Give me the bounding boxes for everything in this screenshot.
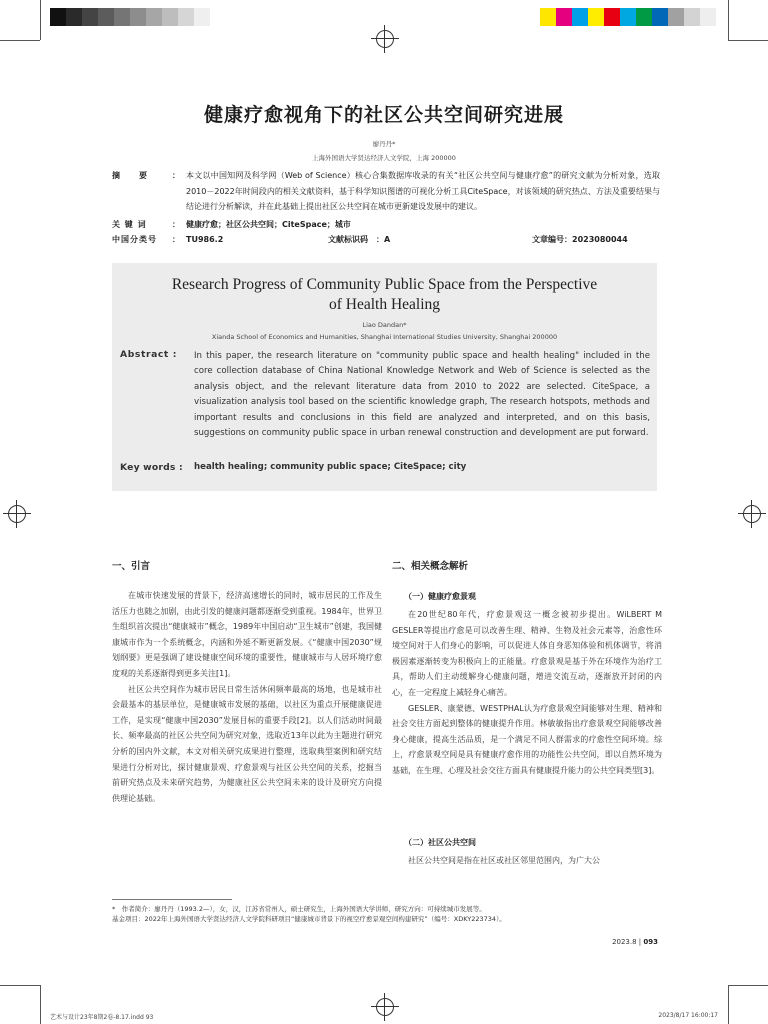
section-2-heading: 二、相关概念解析 [392,561,469,572]
abstract-zh: 摘 要 ： 本文以中国知网及科学网（Web of Science）核心合集数据库收录的有关“社区公共空间与健康疗愈”的研究文献为分析对象，选取2010－2022年时间段内的相关文献资料，基于科学知识图谱的可视化分析工具CiteSpace，对该领域的研究热点、方法及重要结果与结论进行分析解读，并在此基础上提出社区公共空间在城市更新建设发展中的建议。 [112,168,660,216]
page-number: 093 [643,938,658,946]
issue-number: 2023.8 [612,938,637,946]
gray-swatch [194,8,210,26]
article-title-en-line1: Research Progress of Community Public Space from the Perspective [171,276,598,293]
section-2-paragraph: 在20世纪80年代，疗愈景观这一概念被初步提出。WiLBERT M GESLER等提出疗愈是可以改善生理、精神、生物及社会元素等，治愈性环境空间对于人们身心的影响，可以促进人体自身恶知体验和机体调节，将消极因素逐渐转变为积极向上的正能量。疗愈景观是基于外在环境作为治疗工具，帮助人们主动缓解身心健康问题，增进交流互动，逐渐放开封闭的内心，在一定程度上减轻身心痛苦。 [392,610,662,697]
doc-code-value: A [384,235,391,244]
gray-swatch [162,8,178,26]
color-swatch [700,8,716,26]
section-2-1-body [392,607,662,779]
color-swatch [572,8,588,26]
color-swatch [684,8,700,26]
keywords-zh-text: 健康疗愈；社区公共空间；CiteSpace；城市 [186,220,351,229]
footnote-rule [112,899,232,900]
article-title-en [112,275,657,315]
subsection-2-2-heading: （二）社区公共空间 [404,838,476,847]
author-en: Liao Dandan* [362,321,407,329]
color-swatch [636,8,652,26]
gray-swatch [50,8,66,26]
slug-timestamp: 2023/8/17 16:00:17 [658,1012,718,1019]
gray-swatch [130,8,146,26]
slug-file-name: 艺术与设计23年8期2卷-8.17.indd 93 [50,1014,154,1021]
color-swatch [668,8,684,26]
gray-swatch [66,8,82,26]
color-swatch [620,8,636,26]
color-swatch [556,8,572,26]
page-folio: 2023.8 | 093 [612,938,658,946]
section-1-paragraph: 在城市快速发展的背景下，经济高速增长的同时，城市居民的工作及生活压力也随之加剧，由此引发的健康问题都逐渐受到重视。1984年，世界卫生组织首次提出“健康城市”概念，1989年中国启动“卫生城市”创建，我国健康城市作为一个系统概念，内涵和外延不断更新发展。《“健康中国2030”规划纲要》更是强调了建设健康空间环境的重要性，健康城市与人居环境疗愈度观的关系逐渐得到更多关注[1]。 [112,591,382,678]
section-1-heading: 一、引言 [112,561,151,572]
registration-mark-bottom [376,998,394,1016]
registration-mark-left [8,505,26,523]
color-swatch [588,8,604,26]
gray-swatch [82,8,98,26]
keywords-zh: 关 键 词 ： 健康疗愈；社区公共空间；CiteSpace；城市 [112,217,660,232]
gray-swatch [114,8,130,26]
author-zh: 廖丹丹* [372,140,396,148]
classification-label: 中国分类号 [112,235,157,244]
section-1-paragraph: 社区公共空间作为城市居民日常生活休闲频率最高的场地，也是城市社会最基本的基层单位，是健康城市发展的基础，以社区为重点开展健康促进工作，是实现“健康中国2030”发展目标的重要手段[2]。以人们活动时间最长、频率最高的社区公共空间为研究对象，选取近13年以此为主题进行研究分析的国内外文献，本文对相关研究成果进行整理，选取典型案例和研究结果进行分析对比，探讨健康景观、疗愈景观与社区公共空间的关系，挖掘当前研究热点及未来研究趋势，为健康社区公共空间未来的设计及研究方向提供理论基础。 [112,684,382,803]
section-2-2-body [392,853,662,869]
funding-footnote: 基金项目：2022年上海外国语大学贤达经济人文学院科研项目“健康城市背景下的视空疗愈景观空间构建研究”（编号：XDKY223734）。 [112,915,506,923]
section-2-paragraph: 社区公共空间是指在社区或社区邻里范围内，为广大公 [408,856,600,865]
english-abstract-box [112,263,657,491]
article-no-value: 2023080044 [572,235,628,244]
abstract-zh-label: 摘 要 [112,171,148,180]
registration-mark-right [743,505,761,523]
gray-swatch [146,8,162,26]
color-swatch [604,8,620,26]
doc-code-label: 文献标识码 [328,235,368,244]
subsection-2-1-heading: （一）健康疗愈景观 [404,592,476,601]
section-2-paragraph: GESLER、康蒙德、WESTPHAL认为疗愈景观空间能够对生理、精神和社会交往方面起到整体的健康提升作用。林敏敏指出疗愈景观空间能够改善身心健康，提高生活品质，是一个满足不同人群需求的疗愈性空间环境。综上，疗愈景观空间是具有健康疗愈作用的功能性公共空间，即以自然环境为基础，在生理、心理及社会交往方面具有健康提升能力的公共空间类型[3]。 [392,703,662,775]
affiliation-en: Xianda School of Economics and Humanities, Shanghai International Studies University, Shanghai 200000 [211,333,558,341]
classification-value: TU986.2 [186,235,224,244]
section-1-body [112,588,382,806]
keywords-en-label: Key words : [120,462,183,473]
process-color-bar [540,8,716,26]
color-swatch [652,8,668,26]
color-swatch [540,8,556,26]
author-footnote: * 作者简介：廖丹丹（1993.2—），女，汉，江苏省常州人，硕士研究生，上海外国语大学讲师，研究方向：可持续城市发展等。 [112,905,486,913]
article-title-en-line2: of Health Healing [328,296,441,313]
abstract-zh-text: 本文以中国知网及科学网（Web of Science）核心合集数据库收录的有关“社区公共空间与健康疗愈”的研究文献为分析对象，选取2010－2022年时间段内的相关文献资料，基于科学知识图谱的可视化分析工具CiteSpace，对该领域的研究热点、方法及重要结果与结论进行分析解读，并在此基础上提出社区公共空间在城市更新建设发展中的建议。 [186,171,660,211]
article-no-label: 文章编号 [532,235,564,244]
classification-row: 中国分类号 ： TU986.2 文献标识码 ： A 文章编号 ： 2023080044 [112,232,660,247]
abstract-en-label: Abstract : [120,349,177,360]
gray-swatch [98,8,114,26]
keywords-en-text: health healing; community public space; CiteSpace; city [194,462,467,472]
grayscale-color-bar [50,8,210,26]
affiliation-zh: 上海外国语大学贤达经济人文学院，上海 200000 [312,154,456,162]
article-title-zh: 健康疗愈视角下的社区公共空间研究进展 [203,104,564,126]
gray-swatch [178,8,194,26]
abstract-en-text: In this paper, the research literature on "community public space and health healing" included in the core collection database of China National Knowledge Network and Web of Science is selected as the analysis object, and the relevant literature data from 2010 to 2022 are selected. CiteSpace, a visualization analysis tool based on the scientific knowledge graph, The research hotspots, methods and important results and conclusions in this field are analyzed and interpreted, and on this basis, suggestions on community public space in urban renewal construction and development are put forward. [194,351,650,439]
registration-mark-top [376,30,394,48]
keywords-zh-label: 关 键 词 [112,220,147,229]
